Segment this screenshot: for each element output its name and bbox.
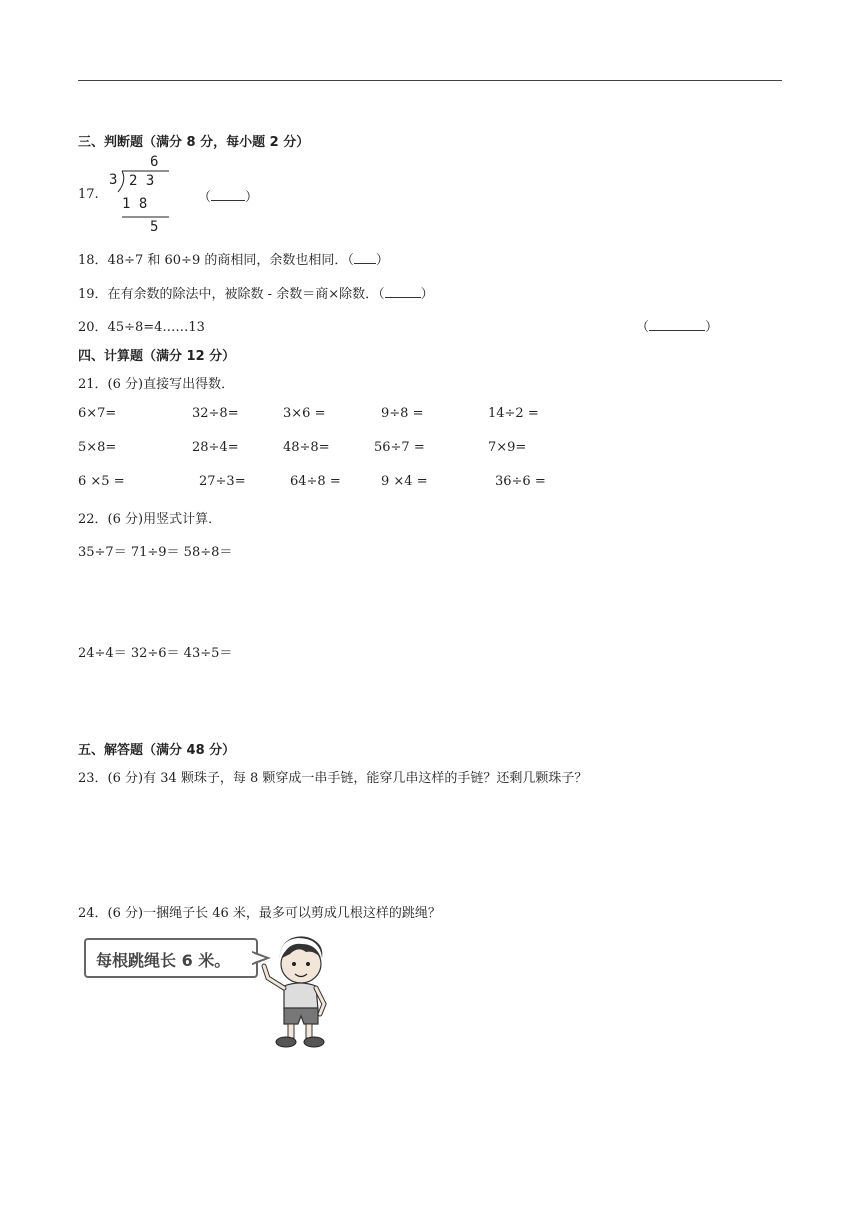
q21-r3c2: 27÷3= <box>199 474 246 489</box>
q21-r1c4: 9÷8 = <box>381 406 424 421</box>
division-product: 1 8 <box>122 196 148 212</box>
q18 <box>78 249 389 268</box>
q19-blank[interactable] <box>385 287 421 298</box>
q21-r3c1: 6 ×5 = <box>78 474 125 489</box>
section3-heading: 三、判断题（满分 8 分，每小题 2 分） <box>78 135 310 150</box>
q20-text: 20．45÷8=4……13 <box>78 320 205 335</box>
division-quotient: 6 <box>150 154 159 170</box>
header-rule <box>78 80 782 81</box>
q18-paren-close: ） <box>375 253 389 268</box>
q22-line2: 24÷4＝ 32÷6＝ 43÷5＝ <box>78 646 233 661</box>
q21-r3c4: 9 ×4 = <box>381 474 428 489</box>
q18-blank[interactable] <box>354 253 376 264</box>
long-division-figure <box>105 154 185 238</box>
q21-r2c5: 7×9= <box>488 440 527 455</box>
q22-line1: 35÷7＝ 71÷9＝ 58÷8＝ <box>78 545 233 560</box>
q20-paren-open: （ <box>636 320 650 335</box>
section4-heading: 四、计算题（满分 12 分） <box>78 349 236 364</box>
q17-blank[interactable] <box>211 190 245 201</box>
q19-text: 19．在有余数的除法中，被除数 - 余数＝商×除数．（ <box>78 287 385 302</box>
q21-title: 21．(6 分)直接写出得数． <box>78 377 235 392</box>
q21-r1c5: 14÷2 = <box>488 406 539 421</box>
speech-bubble-text: 每根跳绳长 6 米。 <box>96 951 231 970</box>
boy-illustration <box>258 932 342 1050</box>
q23-text: 23．(6 分)有 34 颗珠子，每 8 颗穿成一串手链，能穿几串这样的手链？还剩几颗珠子？ <box>78 771 588 786</box>
q21-r2c1: 5×8= <box>78 440 117 455</box>
q21-r1c3: 3×6 = <box>283 406 326 421</box>
q17-answer-slot[interactable] <box>198 186 258 205</box>
q17-paren-open: （ <box>198 190 212 205</box>
q21-r2c4: 56÷7 = <box>374 440 425 455</box>
q21-r3c3: 64÷8 = <box>290 474 341 489</box>
q21-r1c2: 32÷8= <box>192 406 239 421</box>
division-divisor: 3 <box>109 172 118 188</box>
q17-number: 17. <box>78 187 99 202</box>
speech-bubble <box>84 938 258 978</box>
q24-text: 24．(6 分)一捆绳子长 46 米，最多可以剪成几根这样的跳绳？ <box>78 906 441 921</box>
q21-r2c2: 28÷4= <box>192 440 239 455</box>
q20-blank[interactable] <box>649 320 705 331</box>
q19 <box>78 283 434 302</box>
section5-heading: 五、解答题（满分 48 分） <box>78 743 236 758</box>
q18-text: 18．48÷7 和 60÷9 的商相同，余数也相同．（ <box>78 253 354 268</box>
q19-paren-close: ） <box>420 287 434 302</box>
q21-r3c5: 36÷6 = <box>495 474 546 489</box>
q20-answer-slot[interactable] <box>636 316 718 335</box>
q21-r1c1: 6×7= <box>78 406 117 421</box>
q21-r2c3: 48÷8= <box>283 440 330 455</box>
division-dividend: 2 3 <box>129 173 155 189</box>
q22-title: 22．(6 分)用竖式计算． <box>78 512 222 527</box>
division-remainder: 5 <box>150 219 159 235</box>
q17-paren-close: ） <box>245 190 259 205</box>
q20-paren-close: ） <box>705 320 719 335</box>
